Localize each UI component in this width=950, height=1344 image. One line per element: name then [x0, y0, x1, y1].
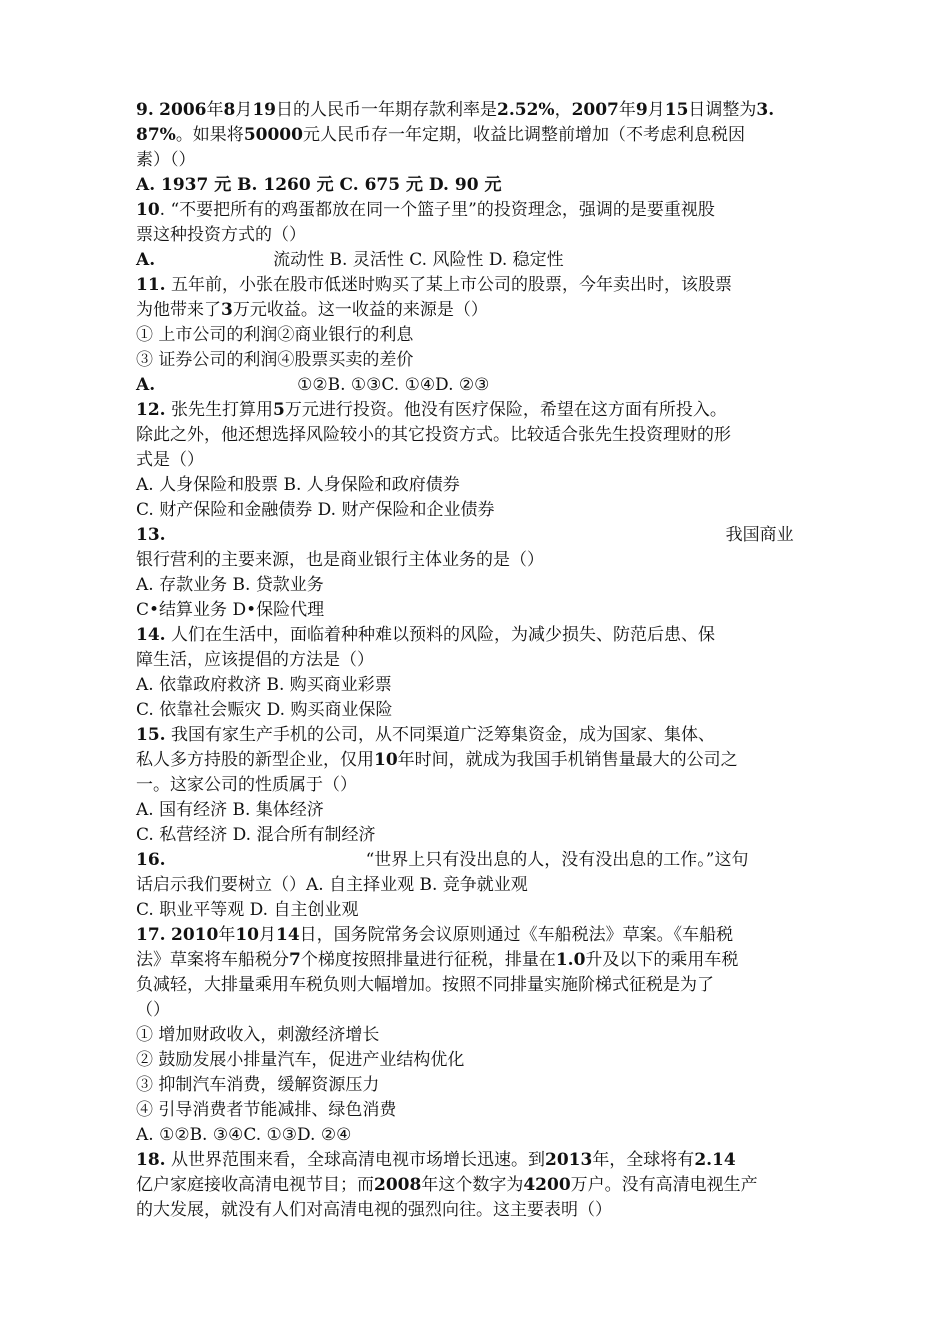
question-17-options: A. ①②B. ③④C. ①③D. ②④	[136, 1125, 352, 1145]
question-number: 14.	[136, 625, 166, 645]
question-14-line-2: 障生活，应该提倡的方法是（）	[136, 650, 374, 670]
document-page	[136, 98, 826, 1223]
question-17-line-1: 17. 2010年10月14日，国务院常务会议原则通过《车船税法》草案。《车船税	[136, 925, 734, 945]
question-18-line-2: 亿户家庭接收高清电视节目；而2008年这个数字为4200万户。没有高清电视生产	[136, 1175, 758, 1195]
question-9-options: A. 1937 元 B. 1260 元 C. 675 元 D. 90 元	[136, 175, 502, 195]
question-13-options-cd: C•结算业务 D•保险代理	[136, 600, 325, 620]
question-number: 9.	[136, 100, 154, 120]
question-15-line-3: 一。这家公司的性质属于（）	[136, 775, 357, 795]
question-12-line-3: 式是（）	[136, 450, 204, 470]
question-number: 18.	[136, 1150, 166, 1170]
question-18-line-1: 18. 从世界范围来看，全球高清电视市场增长迅速。到2013年，全球将有2.14	[136, 1150, 736, 1170]
question-number: 15.	[136, 725, 166, 745]
question-10-line-2: 票这种投资方式的（）	[136, 225, 306, 245]
question-13-options-ab: A. 存款业务 B. 贷款业务	[136, 575, 324, 595]
question-17-item-3: ③ 抑制汽车消费，缓解资源压力	[136, 1075, 380, 1095]
question-16-line-1: 16. “世界上只有没出息的人，没有没出息的工作。”这句	[136, 850, 749, 870]
question-11-line-2: 为他带来了3万元收益。这一收益的来源是（）	[136, 300, 488, 320]
question-11-line-1: 11. 五年前，小张在股市低迷时购买了某上市公司的股票，今年卖出时，该股票	[136, 275, 732, 295]
question-number: 11.	[136, 275, 166, 295]
question-14-line-1: 14. 人们在生活中，面临着种种难以预料的风险，为减少损失、防范后患、保	[136, 625, 715, 645]
question-17-item-2: ② 鼓励发展小排量汽车，促进产业结构优化	[136, 1050, 465, 1070]
question-9-line-3: 素）（）	[136, 150, 196, 170]
question-12-options-ab: A. 人身保险和股票 B. 人身保险和政府债券	[136, 475, 460, 495]
question-15-line-2: 私人多方持股的新型企业，仅用10年时间，就成为我国手机销售量最大的公司之	[136, 750, 738, 770]
question-15-options-cd: C. 私营经济 D. 混合所有制经济	[136, 825, 376, 845]
question-number: 10	[136, 200, 160, 220]
question-11-options: A. ①②B. ①③C. ①④D. ②③	[136, 375, 490, 395]
question-10-options: A. 流动性 B. 灵活性 C. 风险性 D. 稳定性	[136, 250, 564, 270]
question-13-line-2: 银行营利的主要来源，也是商业银行主体业务的是（）	[136, 550, 544, 570]
question-number: 13.	[136, 525, 166, 545]
question-14-options-cd: C. 依靠社会赈灾 D. 购买商业保险	[136, 700, 393, 720]
question-17-item-1: ① 增加财政收入，刺激经济增长	[136, 1025, 380, 1045]
question-9-line-1: 9. 2006年8月19日的人民币一年期存款利率是2.52%，2007年9月15日调整为3.	[136, 100, 775, 120]
question-11-line-3: ① 上市公司的利润②商业银行的利息	[136, 325, 414, 345]
question-17-line-3: 负减轻，大排量乘用车税负则大幅增加。按照不同排量实施阶梯式征税是为了	[136, 975, 714, 995]
question-number: 16.	[136, 850, 166, 870]
question-14-options-ab: A. 依靠政府救济 B. 购买商业彩票	[136, 675, 392, 695]
question-number: 17.	[136, 925, 166, 945]
question-10-line-1: 10. “不要把所有的鸡蛋都放在同一个篮子里”的投资理念，强调的是要重视股	[136, 200, 715, 220]
question-15-options-ab: A. 国有经济 B. 集体经济	[136, 800, 324, 820]
question-16-options-cd: C. 职业平等观 D. 自主创业观	[136, 900, 359, 920]
question-number: 12.	[136, 400, 166, 420]
question-17-line-4: （）	[136, 1000, 170, 1020]
question-12-line-1: 12. 张先生打算用5万元进行投资。他没有医疗保险，希望在这方面有所投入。	[136, 400, 727, 420]
question-16-line-2: 话启示我们要树立（）A. 自主择业观 B. 竞争就业观	[136, 875, 528, 895]
question-17-item-4: ④ 引导消费者节能减排、绿色消费	[136, 1100, 397, 1120]
question-11-line-4: ③ 证券公司的利润④股票买卖的差价	[136, 350, 414, 370]
question-9-line-2: 87%。如果将50000元人民币存一年定期，收益比调整前增加（不考虑利息税因	[136, 125, 745, 145]
question-18-line-3: 的大发展，就没有人们对高清电视的强烈向往。这主要表明（）	[136, 1200, 612, 1220]
question-15-line-1: 15. 我国有家生产手机的公司，从不同渠道广泛筹集资金，成为国家、集体、	[136, 725, 715, 745]
question-12-line-2: 除此之外，他还想选择风险较小的其它投资方式。比较适合张先生投资理财的形	[136, 425, 731, 445]
question-12-options-cd: C. 财产保险和金融债券 D. 财产保险和企业债券	[136, 500, 495, 520]
question-13-line-1: 13. 我国商业	[136, 525, 794, 545]
question-17-line-2: 法》草案将车船税分7个梯度按照排量进行征税，排量在1.0升及以下的乘用车税	[136, 950, 739, 970]
